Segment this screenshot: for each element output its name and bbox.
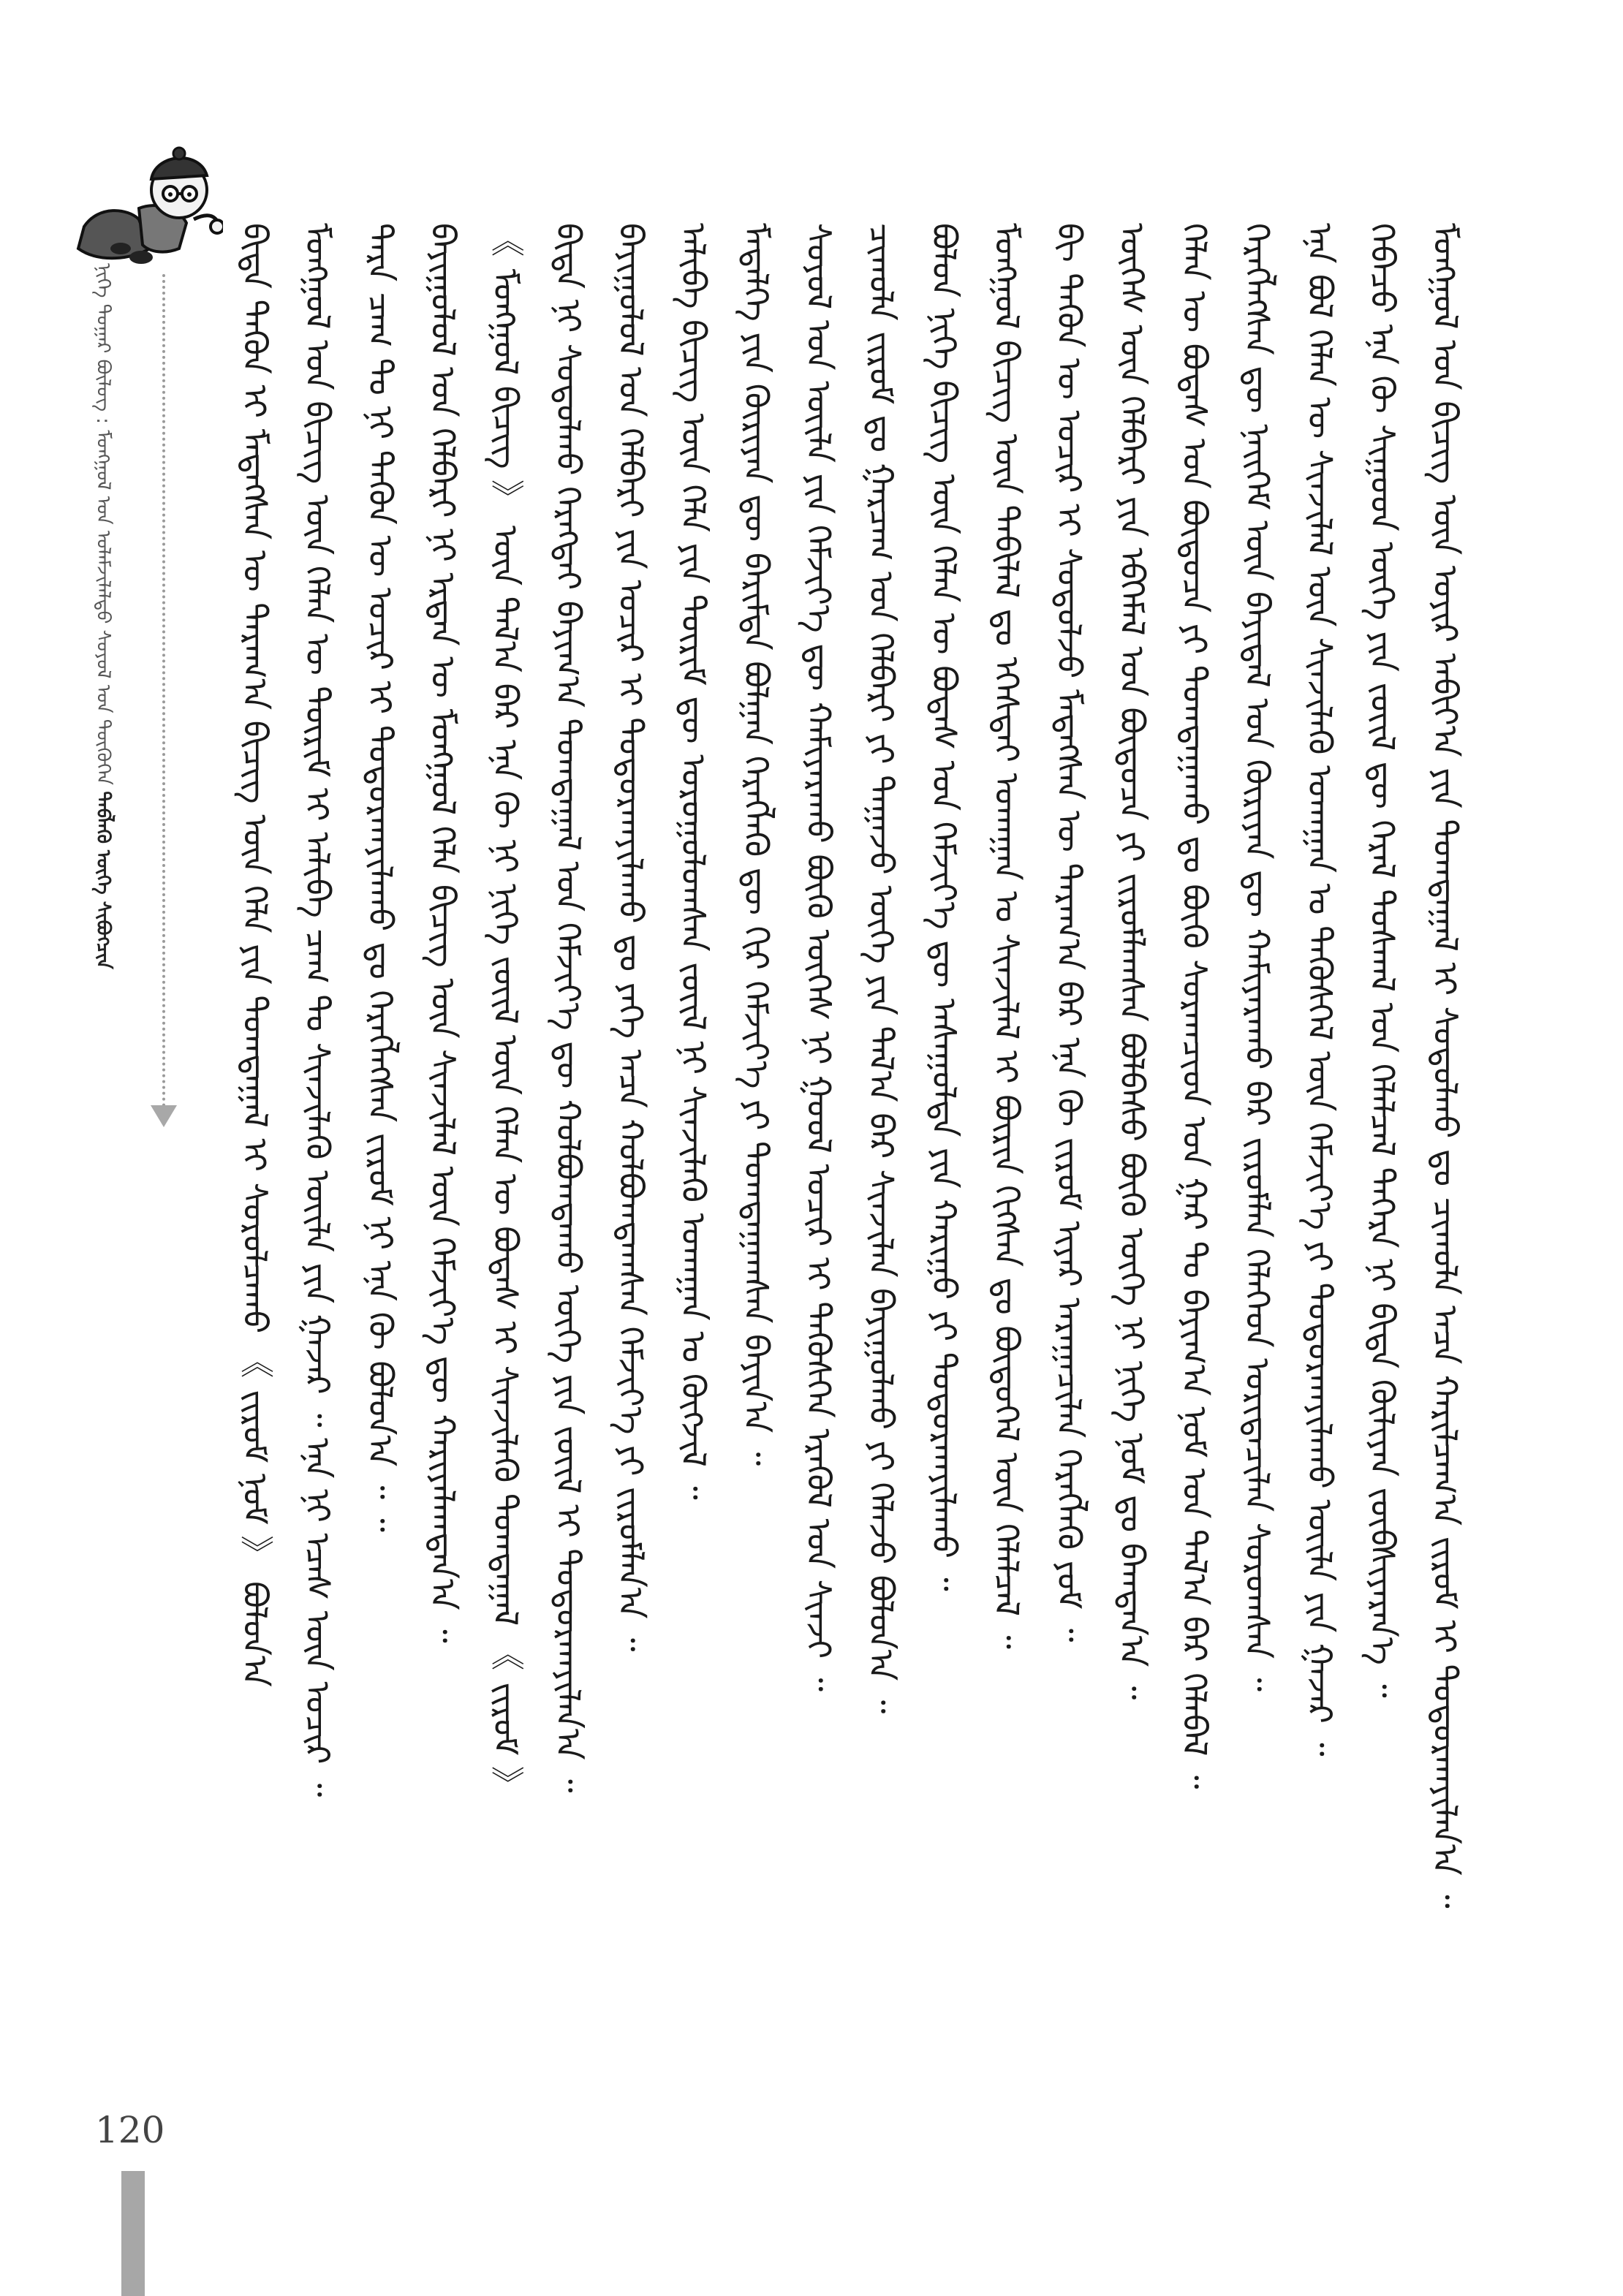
text-column [859, 223, 904, 2098]
text-column [1235, 223, 1280, 2098]
text-column [984, 223, 1029, 2098]
text-column [295, 223, 341, 2098]
mascot-illustration [69, 139, 223, 278]
column-text: ᠮᠣᠩᠭᠣᠯ ᠤᠨ ᠪᠢᠴᠢᠭ ᠦᠨ ᠣᠶᠢᠷ ᠠᠪᠢᠶ᠎ᠠ ᠶᠢᠨ ᠲᠣᠭᠲᠠᠭᠠᠯ ᠢ ᠰᠣᠳᠤᠯᠬᠤ ᠳᠤ ᠴᠢᠬᠤᠯᠠ ᠠᠴᠠ ᠬᠠᠷᠢᠯᠴᠠᠭ᠎ᠠ ᠵᠢᠷᠤᠮ ᠢ ᠲᠣᠳᠤᠷᠬᠠᠶᠢᠯᠠᠨ᠎ᠠ ᠃ [1425, 223, 1465, 1909]
dotted-divider [162, 274, 165, 1107]
text-column [1297, 223, 1342, 2098]
column-text: ᠭᠡᠪᠡᠴᠦ ᠡᠨᠡ ᠬᠦ ᠰᠢᠭᠤᠳ ᠦᠭᠡ ᠶᠢᠨ ᠵᠦᠢᠯ ᠳᠦ ᠭᠡᠷᠡᠯ ᠲᠤᠰᠬᠠᠯ ᠤᠨ ᠬᠡᠯᠡᠯᠴᠡᠯ ᠳᠡᠭᠡᠷᠡ ᠨᠢ ᠪᠢᠳᠡ ᠬᠦᠯᠢᠶᠡᠨ ᠵᠥᠪᠰᠢᠶᠡᠷᠡᠨ᠎ᠡ ᠃ [1363, 223, 1403, 1698]
running-header-emphasis: ᠲᠡᠪᠯᠡᠬᠦ ᠦᠭᠡ ᠰᠢᠪᠦᠭᠴᠢᠨ [92, 791, 114, 969]
column-text: ᠴᠢᠬᠤᠯᠠ ᠵᠢᠷᠤᠮ ᠳᠤ ᠭᠠᠷᠴᠠᠭ ᠤᠨ ᠬᠡᠯᠪᠡᠷᠢ ᠶᠢ ᠳᠠᠭᠠᠵᠤ ᠦᠭᠡ ᠶᠢᠨ ᠲᠠᠯ᠎ᠠ ᠪᠠᠷ ᠰᠢᠨᠵᠢᠯᠡᠨ ᠪᠠᠶᠢᠭᠤᠯᠬᠤ ᠶᠢ ᠬᠡᠯᠡᠵᠦ ᠪᠣᠯᠣᠨ᠎ᠠ ᠃ [861, 223, 901, 1714]
column-text: 《 ᠮᠣᠩᠭᠣᠯ ᠪᠢᠴᠢᠭ 》 ᠦᠨ ᠲᠠᠯ᠎ᠠ ᠪᠠᠷ ᠡᠨᠡ ᠬᠦ ᠨᠢ ᠨᠢᠭᠡ ᠵᠦᠢᠯ ᠦᠨ ᠬᠡᠯᠡᠨ ᠦ ᠪᠣᠳᠠᠰ ᠢ ᠰᠢᠨᠵᠢᠯᠡᠬᠦ ᠲᠣᠭᠲᠠᠭᠠᠯ 《 ᠵᠢᠷᠤᠮ 》 [485, 223, 526, 1801]
column-text: ᠪᠢᠳᠡ ᠲᠡᠭᠦᠨ ᠢ ᠮᠡᠳᠡᠭᠰᠡᠨ ᠦ ᠳᠠᠷᠠᠭ᠎ᠠ ᠪᠢᠴᠢᠭ ᠦᠨ ᠬᠡᠯᠡ ᠶᠢᠨ ᠲᠣᠭᠲᠠᠭᠠᠯ ᠢ ᠰᠤᠷᠤᠯᠴᠠᠬᠤ 《 ᠵᠢᠷᠤᠮ ᠨᠣᠮ 》 ᠪᠣᠯᠤᠨ᠎ᠠ [235, 223, 275, 1687]
column-text: ᠪᠠᠶᠢᠭᠤᠯᠤᠯ ᠤᠨ ᠬᠡᠯᠪᠡᠷᠢ ᠨᠢ ᠡᠷᠲᠡᠨ ᠦ ᠮᠣᠩᠭᠣᠯ ᠬᠡᠯᠡ ᠪᠢᠴᠢᠭ ᠦᠨ ᠰᠢᠨᠵᠢᠯᠡᠯ ᠦᠨ ᠬᠡᠮᠵᠢᠶ᠎ᠡ ᠳᠦ ᠬᠠᠷᠢᠶᠠᠯᠠᠭᠳᠠᠨ᠎ᠠ ᠃ [423, 223, 464, 1643]
text-column [232, 223, 278, 2098]
column-text: ᠪᠢᠳᠡ ᠨᠢ ᠰᠣᠳᠤᠯᠬᠤ ᠬᠡᠷᠡᠭᠲᠡᠢ ᠪᠠᠶᠢᠭ᠎ᠠ ᠲᠣᠭᠲᠠᠭᠠᠯ ᠤᠨ ᠬᠡᠮᠵᠢᠶ᠎ᠡ ᠳᠦ ᠬᠣᠯᠪᠣᠭᠳᠠᠬᠤ ᠦᠭᠡ ᠶᠢᠨ ᠵᠦᠢᠯ ᠢ ᠲᠣᠳᠤᠷᠬᠠᠶᠢᠯᠠᠨ᠎ᠠ ᠃ [548, 223, 589, 1793]
column-text: ᠮᠣᠩᠭᠣᠯ ᠤᠨ ᠪᠢᠴᠢᠭ ᠦᠨ ᠬᠡᠯᠡᠨ ᠦ ᠳᠦᠷᠢᠮ ᠢ ᠠᠯᠢᠪᠠ ᠴᠠᠭ ᠲᠤ ᠰᠢᠨᠵᠢᠯᠡᠬᠦ ᠦᠢᠯᠡ ᠶᠢᠨ ᠭᠠᠵᠠᠷ ᠃ ᠡᠨᠡ ᠨᠢ ᠡᠴᠡᠰ ᠦᠨ ᠤᠴᠢᠷ ᠃ [298, 223, 338, 1797]
page-number: 120 [95, 2109, 165, 2151]
text-column [545, 223, 591, 2098]
text-column [1109, 223, 1154, 2098]
body-text [232, 223, 1468, 2098]
column-text: ᠪᠢ ᠲᠡᠭᠦᠨ ᠦ ᠤᠴᠢᠷ ᠢ ᠰᠣᠳᠤᠯᠵᠤ ᠮᠡᠳᠡᠭᠰᠡᠨ ᠦ ᠳᠠᠷᠠᠭ᠎ᠠ ᠪᠠᠷ ᠡᠨᠡ ᠬᠦ ᠵᠢᠷᠤᠮ ᠢᠶᠠᠷ ᠠᠷᠠᠭᠠᠴᠢᠯᠠᠨ ᠬᠡᠷᠡᠭᠯᠡᠬᠦ ᠶᠤᠮ ᠃ [1049, 223, 1089, 1643]
text-column [921, 223, 966, 2098]
text-column [483, 223, 529, 2098]
column-text: ᠡᠨᠡ ᠪᠣᠯ ᠬᠡᠯᠡᠨ ᠦ ᠰᠢᠨᠵᠢᠯᠡᠯ ᠦᠨ ᠰᠢᠨᠵᠢᠯᠡᠬᠦ ᠤᠬᠠᠭᠠᠨ ᠤ ᠲᠡᠭᠦᠰᠬᠡᠯ ᠦᠨ ᠬᠡᠮᠵᠢᠶ᠎ᠡ ᠶᠢ ᠲᠣᠳᠤᠷᠬᠠᠶᠢᠯᠠᠬᠤ ᠦᠢᠯᠡ ᠶᠢᠨ ᠭᠠᠵᠠᠷ ᠃ [1300, 223, 1340, 1757]
column-text: ᠦᠭᠡᠰ ᠦᠨ ᠬᠡᠯᠪᠡᠷᠢ ᠶᠢᠨ ᠡᠪᠬᠡᠮᠡᠯ ᠤᠨ ᠪᠦᠲᠦᠴᠡ ᠶᠢ ᠵᠢᠷᠤᠮᠯᠠᠭᠰᠠᠨ ᠪᠣᠯᠪᠠᠰᠤ ᠪᠦᠬᠦ ᠦᠭᠡ ᠨᠢ ᠨᠢᠭᠡ ᠨᠣᠮ ᠳᠤ ᠪᠠᠭᠲᠠᠨ᠎ᠠ ᠃ [1112, 223, 1152, 1700]
column-text: ᠪᠣᠯᠤᠨ ᠨᠢᠭᠡ ᠪᠢᠴᠢᠭ ᠦᠨ ᠬᠡᠯᠡᠨ ᠦ ᠪᠣᠳᠠᠰ ᠤᠨ ᠬᠡᠮᠵᠢᠶ᠎ᠡ ᠳᠦ ᠠᠰᠠᠭᠤᠯᠲᠠ ᠶᠢᠨ ᠬᠠᠷᠢᠭᠤ ᠶᠢ ᠲᠣᠳᠤᠷᠬᠠᠶᠢᠯᠠᠬᠤ ᠃ [924, 223, 964, 1591]
column-text: ᠰᠣᠶᠣᠯ ᠤᠨ ᠦᠢᠯᠡ ᠶᠢᠨ ᠬᠡᠮᠵᠢᠶ᠎ᠡ ᠳᠦ ᠬᠠᠮᠢᠶᠠᠷᠠᠬᠤ ᠪᠦᠬᠦ ᠦᠭᠡᠰ ᠨᠢ ᠭᠣᠣᠯ ᠤᠴᠢᠷ ᠢ ᠲᠡᠭᠦᠰᠬᠡᠨ ᠡᠷᠡᠭᠦᠯ ᠤᠨ ᠰᠢᠨᠵᠢ ᠃ [799, 223, 839, 1692]
column-text: ᠲᠡᠷᠡ ᠴᠠᠭ ᠲᠤ ᠨᠢ ᠲᠡᠭᠦᠨ ᠦ ᠤᠴᠢᠷ ᠢ ᠲᠣᠳᠤᠷᠬᠠᠶᠢᠯᠠᠬᠤ ᠳᠤ ᠬᠡᠷᠡᠭᠯᠡᠭᠰᠡᠨ ᠵᠢᠷᠤᠮ ᠨᠢ ᠡᠨᠡ ᠬᠦ ᠪᠣᠯᠤᠨ᠎ᠠ ᠃ ᠃ [360, 223, 401, 1532]
column-text: ᠮᠣᠩᠭᠣᠯ ᠪᠢᠴᠢᠭ ᠦᠨ ᠲᠠᠪᠢᠯᠠᠯ ᠳᠤ ᠡᠭᠡᠰᠲᠡᠢ ᠤᠬᠠᠭᠠᠨ ᠤ ᠰᠢᠨᠵᠢᠯᠡᠯ ᠢ ᠪᠦᠷᠢᠨ ᠬᠢᠭᠰᠡᠨ ᠳᠤ ᠪᠦᠲᠦᠭᠡᠯ ᠦᠨ ᠬᠡᠯᠡᠯᠴᠡᠯ ᠃ [987, 223, 1027, 1649]
text-column [1360, 223, 1405, 2098]
text-column [1423, 223, 1468, 2098]
column-text: ᠬᠡᠷᠡᠭᠯᠡᠭᠰᠡᠨ ᠳᠦ ᠨᠡᠢᠭᠡᠮ ᠦᠨ ᠪᠠᠶᠢᠳᠠᠯ ᠤᠨ ᠬᠦᠷᠢᠶᠡᠨ ᠳᠦ ᠬᠠᠮᠢᠶᠠᠷᠠᠬᠤ ᠪᠡᠷ ᠵᠢᠷᠤᠮᠯᠠᠨ ᠬᠡᠯᠡᠭᠡᠳ ᠤᠷᠢᠳᠠᠴᠢᠯᠠᠨ ᠰᠤᠷᠤᠭᠰᠠᠨ ᠃ [1237, 223, 1277, 1692]
text-column [608, 223, 654, 2098]
triangle-marker-icon [151, 1105, 177, 1127]
page-edge-tab [121, 2171, 145, 2296]
column-text: ᠬᠡᠯᠡᠨ ᠦ ᠪᠣᠳᠠᠰ ᠤᠨ ᠪᠦᠲᠦᠴᠡ ᠶᠢ ᠲᠣᠭᠲᠠᠭᠠᠬᠤ ᠳᠤ ᠪᠦᠬᠦ ᠰᠤᠷᠠᠭᠴᠢᠳ ᠤᠨ ᠭᠠᠷ ᠲᠤ ᠪᠠᠶᠢᠭ᠎ᠠ ᠨᠣᠮ ᠤᠨ ᠲᠠᠯ᠎ᠠ ᠪᠠᠷ ᠬᠡᠯᠡᠪᠡᠯ ᠃ [1175, 223, 1215, 1789]
text-column [796, 223, 841, 2098]
text-column [357, 223, 403, 2098]
column-text: ᠪᠠᠶᠢᠭᠤᠯᠤᠯ ᠤᠨ ᠬᠡᠯᠪᠡᠷᠢ ᠶᠢᠨ ᠤᠴᠢᠷ ᠢ ᠲᠣᠳᠤᠷᠬᠠᠶᠢᠯᠠᠬᠤ ᠳᠤ ᠶᠡᠬᠡ ᠠᠴᠠ ᠬᠣᠯᠪᠣᠭᠳᠠᠭᠰᠠᠨ ᠬᠡᠮᠵᠢᠶ᠎ᠡ ᠶᠢ ᠵᠢᠷᠤᠮᠯᠠᠨ᠎ᠠ ᠃ [611, 223, 651, 1652]
text-column [733, 223, 779, 2098]
text-column [1172, 223, 1217, 2098]
running-header-title: ᠨᠢᠭᠡ ᠳᠤᠭᠠᠷ ᠪᠦᠯᠦᠭ : ᠮᠣᠩᠭᠣᠯ ᠤᠨ ᠤᠯᠠᠮᠵᠢᠯᠠᠯᠲᠣ ᠰᠣᠶᠣᠯ ᠤᠨ ᠲᠦᠭᠦᠬᠡᠨ [92, 263, 114, 786]
column-text: ᠠᠯᠢᠪᠠ ᠪᠢᠴᠢᠭ ᠦᠨ ᠬᠡᠯᠡ ᠶᠢᠨ ᠳᠦᠷᠢᠮ ᠳᠦ ᠣᠷᠣᠭᠤᠯᠤᠭᠰᠠᠨ ᠵᠦᠢᠯ ᠨᠢ ᠰᠢᠨᠵᠢᠯᠡᠬᠦ ᠤᠬᠠᠭᠠᠨ ᠤ ᠬᠥᠭᠵᠢᠯ ᠃ [673, 223, 714, 1500]
text-column [420, 223, 466, 2098]
column-text: ᠮᠡᠳᠡᠯᠭᠡ ᠶᠢᠨ ᠬᠦᠷᠢᠶᠡᠨ ᠳᠦ ᠪᠠᠷᠢᠮᠲᠠ ᠪᠣᠯᠭᠠᠨ ᠬᠡᠷᠡᠭᠯᠡᠬᠦ ᠳᠦ ᠬᠢᠷ ᠬᠡᠮᠵᠢᠶ᠎ᠡ ᠶᠢ ᠲᠣᠭᠲᠠᠭᠠᠭᠰᠠᠨ ᠪᠠᠶᠢᠨ᠎ᠠ ᠃ [736, 223, 776, 1466]
text-column [671, 223, 716, 2098]
running-header [86, 263, 120, 969]
text-column [1047, 223, 1092, 2098]
